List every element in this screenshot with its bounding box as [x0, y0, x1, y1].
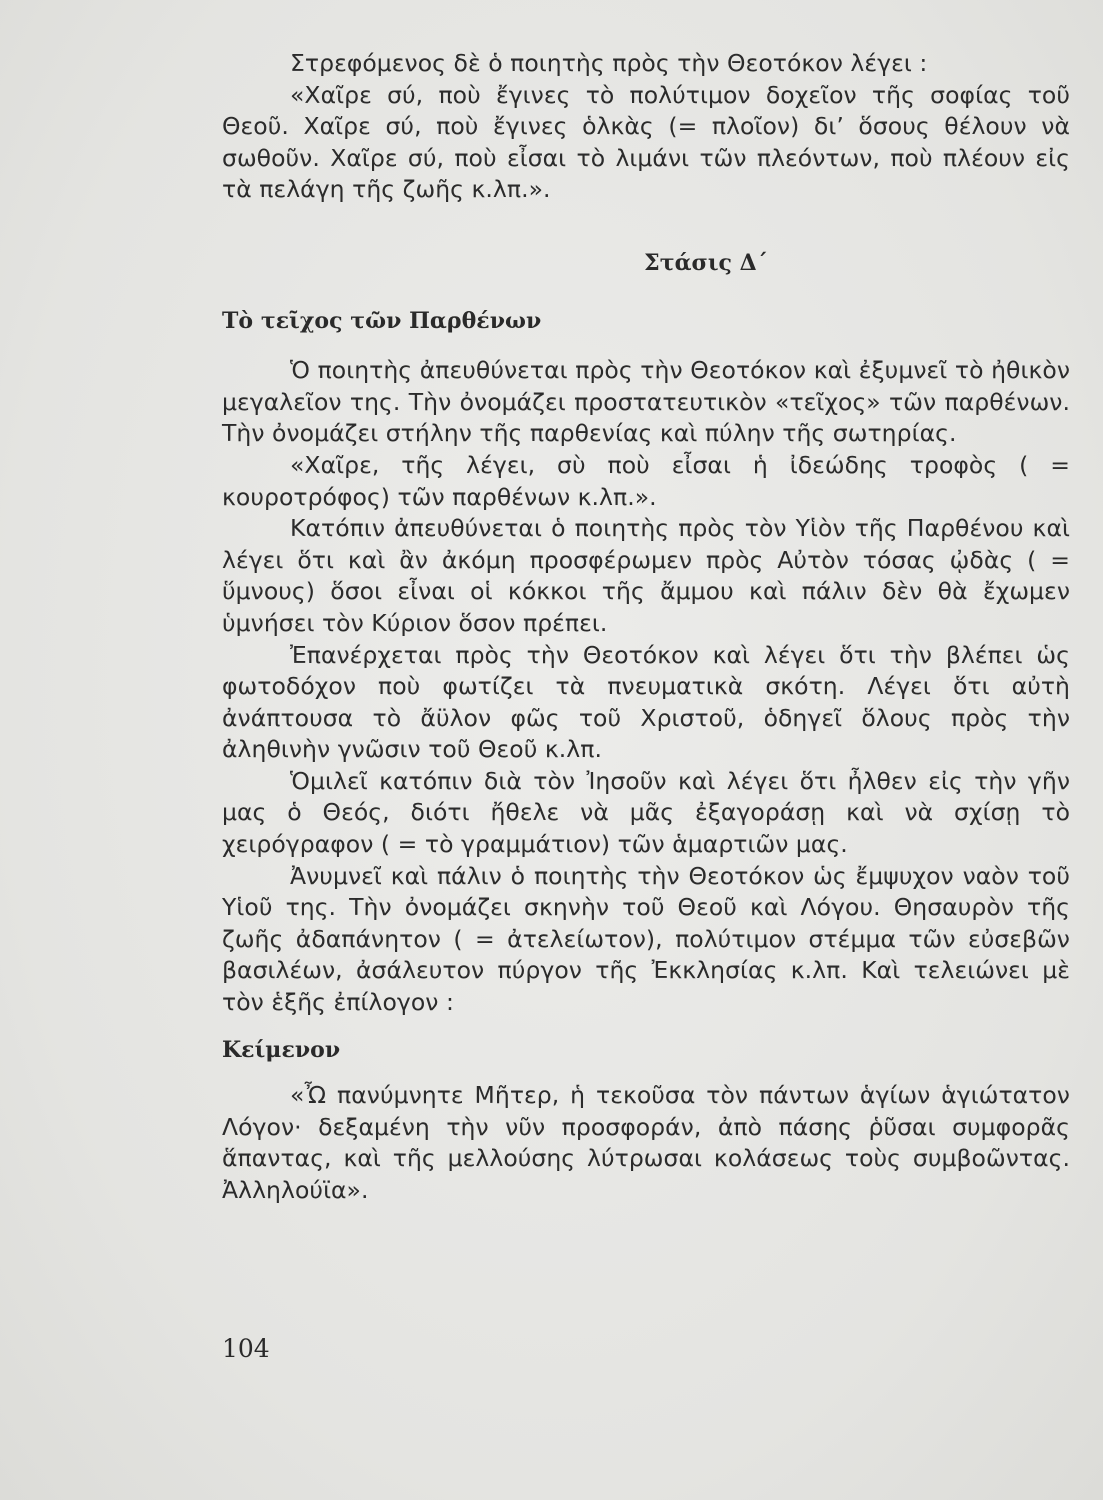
intro-line: Στρεφόμενος δὲ ὁ ποιητὴς πρὸς τὴν Θεοτόκον λέγει :: [290, 49, 928, 77]
text-section-title: Κείμενον: [222, 1036, 341, 1063]
section-subtitle: Τὸ τεῖχος τῶν Παρθένων: [222, 307, 542, 334]
text-section-paragraph: «Ὦ πανύμνητε Μῆτερ, ἡ τεκοῦσα τὸν πάντων ἁγίων ἁγιώτατον Λόγον· δεξαμένη τὴν νῦν προσφοράν, ἀπὸ πάσης ῥῦσαι συμφορᾶς ἅπαντας, καὶ τῆς μελλούσης λύτρωσαι κολάσεως τοὺς συμβοῶντας. Ἀλληλούϊα».: [222, 1081, 1070, 1204]
text-block: [222, 48, 1070, 1207]
section-title: Στάσις Δ΄: [644, 249, 768, 276]
body-paragraph-2: «Χαῖρε, τῆς λέγει, σὺ ποὺ εἶσαι ἡ ἰδεώδης τροφὸς ( = κουροτρόφος) τῶν παρθένων κ.λπ.».: [222, 450, 1070, 511]
body-paragraph-3: Κατόπιν ἀπευθύνεται ὁ ποιητὴς πρὸς τὸν Υἱὸν τῆς Παρθένου καὶ λέγει ὅτι καὶ ἂν ἀκόμη προσφέρωμεν πρὸς Αὐτὸν τόσας ᾠδὰς ( = ὕμνους) ὅσοι εἶναι οἱ κόκκοι τῆς ἄμμου καὶ πάλιν δὲν θὰ ἔχωμεν ὑμνήσει τὸν Κύριον ὅσον πρέπει.: [222, 514, 1070, 637]
body-paragraph-6: Ἀνυμνεῖ καὶ πάλιν ὁ ποιητὴς τὴν Θεοτόκον ὡς ἔμψυχον ναὸν τοῦ Υἱοῦ της. Τὴν ὀνομάζει σκηνὴν τοῦ Θεοῦ καὶ Λόγου. Θησαυρὸν τῆς ζωῆς ἀδαπάνητον ( = ἀτελείωτον), πολύτιμον στέμμα τῶν εὐσεβῶν βασιλέων, ἀσάλευτον πύργον τῆς Ἐκκλησίας κ.λπ. Καὶ τελειώνει μὲ τὸν ἑξῆς ἐπίλογον :: [222, 861, 1070, 1017]
body-paragraph-1: Ὁ ποιητὴς ἀπευθύνεται πρὸς τὴν Θεοτόκον καὶ ἐξυμνεῖ τὸ ἠθικὸν μεγαλεῖον της. Τὴν ὀνομάζει προστατευτικὸν «τεῖχος» τῶν παρθένων. Τὴν ὀνομάζει στήλην τῆς παρθενίας καὶ πύλην τῆς σωτηρίας.: [222, 356, 1070, 448]
body-paragraph-4: Ἐπανέρχεται πρὸς τὴν Θεοτόκον καὶ λέγει ὅτι τὴν βλέπει ὡς φωτοδόχον ποὺ φωτίζει τὰ πνευματικὰ σκότη. Λέγει ὅτι αὐτὴ ἀνάπτουσα τὸ ἄϋλον φῶς τοῦ Χριστοῦ, ὁδηγεῖ ὅλους πρὸς τὴν ἀληθινὴν γνῶσιν τοῦ Θεοῦ κ.λπ.: [222, 640, 1070, 764]
page-number: 104: [222, 1334, 270, 1363]
body-paragraph-5: Ὁμιλεῖ κατόπιν διὰ τὸν Ἰησοῦν καὶ λέγει ὅτι ἦλθεν εἰς τὴν γῆν μας ὁ Θεός, διότι ἤθελε νὰ μᾶς ἐξαγοράσῃ καὶ νὰ σχίσῃ τὸ χειρόγραφον ( = τὸ γραμμάτιον) τῶν ἁμαρτιῶν μας.: [222, 766, 1070, 859]
intro-quote-paragraph: «Χαῖρε σύ, ποὺ ἔγινες τὸ πολύτιμον δοχεῖον τῆς σοφίας τοῦ Θεοῦ. Χαῖρε σύ, ποὺ ἔγινες ὁλκὰς (= πλοῖον) δι’ ὅσους θέλουν νὰ σωθοῦν. Χαῖρε σύ, ποὺ εἶσαι τὸ λιμάνι τῶν πλεόντων, ποὺ πλέουν εἰς τὰ πελάγη τῆς ζωῆς κ.λπ.».: [222, 80, 1070, 204]
